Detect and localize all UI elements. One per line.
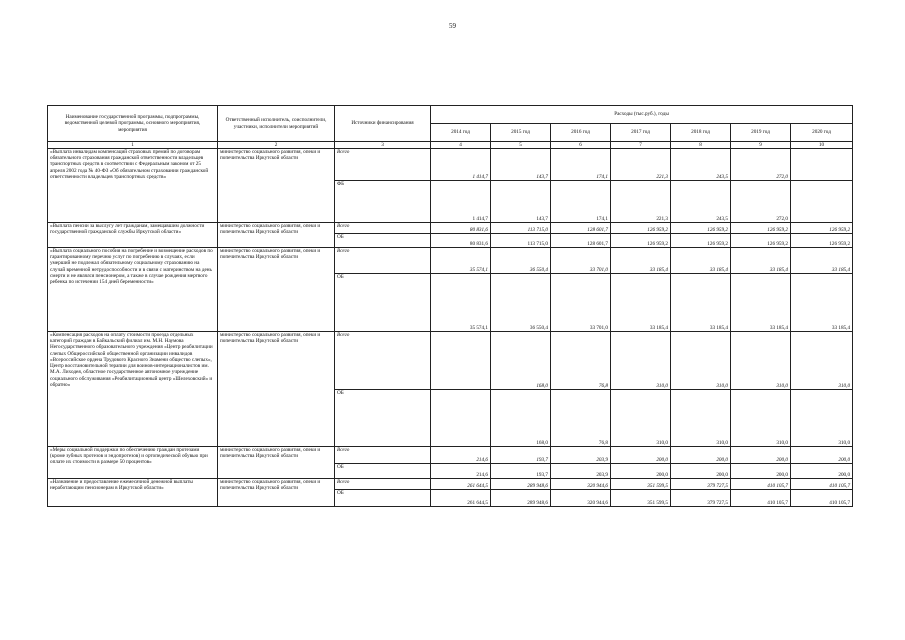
executor-name: министерство социального развития, опеки и попечительства Иркутской области [218,447,335,479]
value-total: 310,0 [731,332,791,390]
value-budget: 200,0 [731,464,791,479]
value-total: 126 959,2 [671,223,731,234]
value-total: 310,0 [611,332,671,390]
year-header: 2014 год [431,124,491,142]
value-budget: 310,0 [791,390,853,447]
page-number: 59 [449,22,456,30]
source-total: Всего [335,479,431,490]
value-total: 410 105,7 [731,479,791,490]
column-index: 1 [48,142,218,149]
value-total: 168,0 [491,332,551,390]
header-executor: Ответственный исполнитель, соисполнители, участники, исполнители мероприятий [218,106,335,142]
value-total: 221,3 [611,149,671,181]
value-budget: 168,0 [491,390,551,447]
year-header: 2018 год [671,124,731,142]
value-total: 128 601,7 [551,223,611,234]
value-total: 33 701,0 [551,248,611,274]
value-budget: 143,7 [491,181,551,223]
value-budget: 200,0 [611,464,671,479]
value-budget: 221,3 [611,181,671,223]
table-row [48,332,853,390]
source-total: Всего [335,447,431,464]
value-budget: 174,1 [551,181,611,223]
column-index: 10 [791,142,853,149]
value-budget: 126 959,2 [731,234,791,248]
source-budget: ФБ [335,181,431,223]
value-total: 1 414,7 [431,149,491,181]
value-budget: 33 185,4 [791,274,853,332]
value-total: 33 185,4 [791,248,853,274]
column-index: 8 [671,142,731,149]
executor-name: министерство социального развития, опеки и попечительства Иркутской области [218,248,335,332]
budget-table [47,105,853,507]
value-total: 126 959,2 [791,223,853,234]
executor-name: министерство социального развития, опеки и попечительства Иркутской области [218,149,335,223]
table-row [48,149,853,181]
value-budget: 351 599,5 [611,490,671,507]
executor-name: министерство социального развития, опеки и попечительства Иркутской области [218,223,335,248]
value-total: 33 185,4 [731,248,791,274]
measure-name: «Меры социальной поддержки по обеспечению граждан протезами (кроме зубных протезов и эндопротезов) и ортопедической обувью при оплате их стоимости в размере 50 процентов» [48,447,218,479]
value-budget [791,181,853,223]
value-budget: 310,0 [731,390,791,447]
source-total: Всего [335,332,431,390]
value-budget: 289 948,6 [491,490,551,507]
source-budget: ОБ [335,464,431,479]
year-header: 2017 год [611,124,671,142]
value-budget: 310,0 [611,390,671,447]
value-total: 36 550,4 [491,248,551,274]
source-budget: ОБ [335,390,431,447]
column-index: 2 [218,142,335,149]
value-total: 76,8 [551,332,611,390]
value-budget: 200,0 [671,464,731,479]
year-header: 2020 год [791,124,853,142]
column-index: 5 [491,142,551,149]
value-total: 193,7 [491,447,551,464]
measure-name: «Компенсация расходов на оплату стоимости проезда отдельных категорий граждан в Байкальский филиал им. М.Н. Наумова Негосударственного образовательного учреждения «Центр реабилитации слепых Общероссийской общественной организации инвалидов «Всероссийское ордена Трудового Красного Знамени общество слепых», Центр восстановительной терапии для воинов-интернационалистов им. М.А. Лиходея, областное государственное автономное учреждение социального обслуживания «Реабилитационный центр «Шелеховский» и обратно» [48,332,218,447]
value-total: 243,5 [671,149,731,181]
value-total: 126 959,2 [731,223,791,234]
value-budget: 410 105,7 [731,490,791,507]
value-budget: 410 105,7 [791,490,853,507]
value-total: 113 715,0 [491,223,551,234]
table-row [48,447,853,464]
value-total: 33 185,4 [671,248,731,274]
value-total: 410 105,7 [791,479,853,490]
value-total: 200,0 [671,447,731,464]
value-budget: 320 944,6 [551,490,611,507]
column-index: 9 [731,142,791,149]
value-budget: 126 959,2 [791,234,853,248]
year-header: 2016 год [551,124,611,142]
header-program-name: Наименование государственной программы, подпрограммы, ведомственной целевой программы, основного мероприятия, мероприятия [48,106,218,142]
measure-name: «Выплата социального пособия на погребение и возмещение расходов по гарантированному перечню услуг по погребению в случаях, если умерший не подлежал обязательному социальному страхованию на случай временной нетрудоспособности и в связи с материнством на день смерти и не являлся пенсионером, а также в случае рождения мертвого ребенка по истечении 154 дней беременности» [48,248,218,332]
source-budget: ОБ [335,490,431,507]
value-total: 214,6 [431,447,491,464]
value-budget: 214,6 [431,464,491,479]
value-total: 289 948,6 [491,479,551,490]
year-header: 2015 год [491,124,551,142]
header-expenses: Расходы (тыс.руб.), годы [431,106,853,124]
value-total: 200,0 [791,447,853,464]
value-total: 126 959,2 [611,223,671,234]
source-budget: ОБ [335,274,431,332]
value-total: 200,0 [611,447,671,464]
value-budget: 272,0 [731,181,791,223]
value-budget: 35 574,1 [431,274,491,332]
source-total: Всего [335,248,431,274]
column-index: 3 [335,142,431,149]
value-budget: 193,7 [491,464,551,479]
value-budget: 36 550,4 [491,274,551,332]
table-row [48,479,853,490]
source-total: Всего [335,149,431,181]
value-budget: 126 959,2 [671,234,731,248]
value-total: 351 599,5 [611,479,671,490]
value-total: 310,0 [791,332,853,390]
value-budget [431,390,491,447]
executor-name: министерство социального развития, опеки и попечительства Иркутской области [218,479,335,507]
source-budget: ОБ [335,234,431,248]
value-budget: 1 414,7 [431,181,491,223]
value-total: 143,7 [491,149,551,181]
value-total: 174,1 [551,149,611,181]
value-total: 310,0 [671,332,731,390]
value-total: 33 185,4 [611,248,671,274]
value-budget: 113 715,0 [491,234,551,248]
value-budget: 203,9 [551,464,611,479]
year-header: 2019 год [731,124,791,142]
column-index: 6 [551,142,611,149]
value-total [791,149,853,181]
header-funding-source: Источники финансирования [335,106,431,142]
value-budget: 33 185,4 [611,274,671,332]
value-budget: 33 185,4 [671,274,731,332]
measure-name: «Выплата инвалидам компенсаций страховых премий по договорам обязательного страхования гражданской ответственности владельцев транспортных средств в соответствии с Федеральным законом от 25 апреля 2002 года № 40-ФЗ «Об обязательном страховании гражданской ответственности владельцев транспортных средств» [48,149,218,223]
value-total: 379 727,5 [671,479,731,490]
value-total: 80 831,6 [431,223,491,234]
value-total [431,332,491,390]
value-budget: 126 959,2 [611,234,671,248]
source-total: Всего [335,223,431,234]
value-budget: 200,0 [791,464,853,479]
measure-name: «Выплата пенсии за выслугу лет гражданам, замещавшим должности государственной гражданской службы Иркутской области» [48,223,218,248]
value-total: 261 644,5 [431,479,491,490]
table-row [48,223,853,234]
column-index: 7 [611,142,671,149]
value-total: 200,0 [731,447,791,464]
value-budget: 80 831,6 [431,234,491,248]
column-index: 4 [431,142,491,149]
executor-name: министерство социального развития, опеки и попечительства Иркутской области [218,332,335,447]
value-budget: 243,5 [671,181,731,223]
value-budget: 261 644,5 [431,490,491,507]
value-budget: 33 185,4 [731,274,791,332]
value-budget: 33 701,0 [551,274,611,332]
value-total: 203,9 [551,447,611,464]
value-total: 272,0 [731,149,791,181]
value-budget: 76,8 [551,390,611,447]
value-total: 35 574,1 [431,248,491,274]
value-budget: 128 601,7 [551,234,611,248]
measure-name: «Назначение и предоставление ежемесячной денежной выплаты неработающим пенсионерам в Иркутской области» [48,479,218,507]
value-budget: 379 727,5 [671,490,731,507]
value-total: 320 944,6 [551,479,611,490]
table-row [48,248,853,274]
value-budget: 310,0 [671,390,731,447]
